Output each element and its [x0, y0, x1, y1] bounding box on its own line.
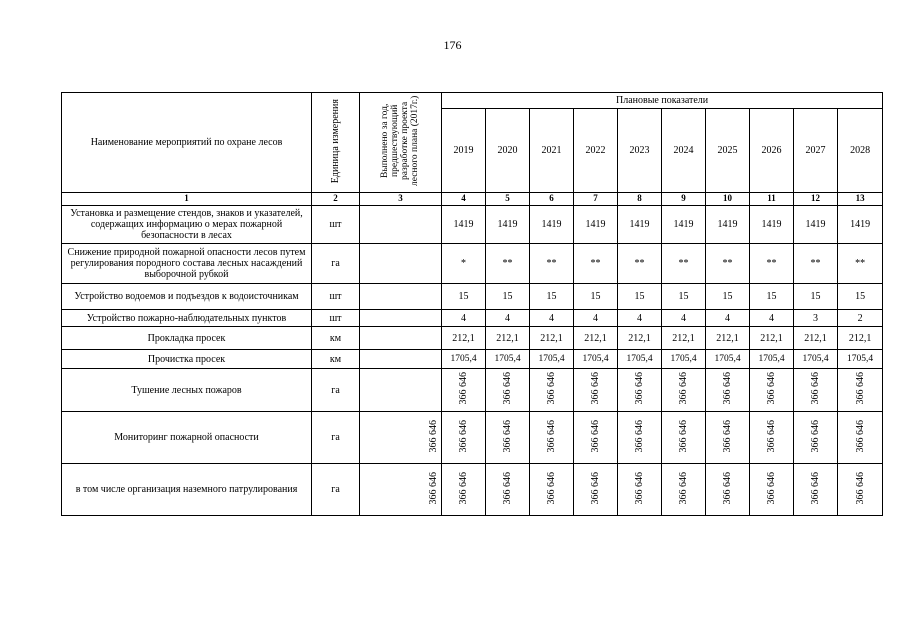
row-plan-value: 212,1	[618, 327, 662, 350]
row-plan-value: 15	[442, 284, 486, 310]
table-row	[62, 244, 883, 284]
row-plan-value: 1705,4	[442, 350, 486, 369]
column-number: 5	[486, 193, 530, 206]
table-row	[62, 369, 883, 412]
row-plan-value: **	[662, 244, 706, 284]
header-name-label: Наименование мероприятий по охране лесов	[90, 137, 283, 148]
row-plan-value: 15	[574, 284, 618, 310]
row-plan-value: 1419	[486, 206, 530, 244]
row-plan-value	[574, 412, 618, 464]
row-plan-value-text: 366 646	[590, 471, 601, 505]
row-plan-value-text: 366 646	[634, 372, 645, 405]
row-name: Тушение лесных пожаров	[62, 369, 312, 412]
row-plan-value-text: 366 646	[722, 419, 733, 453]
row-plan-value: **	[838, 244, 883, 284]
row-plan-value	[530, 464, 574, 516]
row-plan-value-text: 366 646	[502, 372, 513, 405]
row-plan-value: 1419	[706, 206, 750, 244]
row-plan-value: 212,1	[530, 327, 574, 350]
row-plan-value	[530, 412, 574, 464]
row-plan-value: 1419	[838, 206, 883, 244]
row-plan-value: 4	[750, 310, 794, 327]
row-plan-value-text: 366 646	[546, 372, 557, 405]
row-plan-value	[794, 464, 838, 516]
header-unit-label: Единица измерения	[330, 98, 341, 184]
row-name: в том числе организация наземного патрулирования	[62, 464, 312, 516]
row-name: Установка и размещение стендов, знаков и указателей, содержащих информацию о мерах пожарной безопасности в лесах	[62, 206, 312, 244]
header-year: 2019	[442, 109, 486, 193]
row-plan-value-text: 366 646	[766, 372, 777, 405]
row-plan-value-text: 366 646	[810, 471, 821, 505]
row-plan-value-text: 366 646	[502, 471, 513, 505]
page-number: 176	[443, 38, 462, 52]
row-plan-value	[662, 412, 706, 464]
row-plan-value: **	[706, 244, 750, 284]
table-row	[62, 284, 883, 310]
row-plan-value	[442, 369, 486, 412]
row-done-text: 366 646	[428, 419, 439, 453]
fire-protection-table	[61, 92, 883, 516]
row-plan-value-text: 366 646	[766, 471, 777, 505]
column-number: 12	[794, 193, 838, 206]
row-plan-value-text: 366 646	[458, 372, 469, 405]
column-number: 3	[360, 193, 442, 206]
row-plan-value: 15	[618, 284, 662, 310]
row-plan-value: 4	[618, 310, 662, 327]
row-done-value	[360, 310, 442, 327]
column-number: 4	[442, 193, 486, 206]
row-unit: га	[312, 464, 360, 516]
row-done-value	[360, 464, 442, 516]
row-plan-value	[838, 369, 883, 412]
row-plan-value: 1705,4	[794, 350, 838, 369]
row-plan-value: 15	[486, 284, 530, 310]
row-plan-value: 212,1	[574, 327, 618, 350]
row-plan-value: 1419	[442, 206, 486, 244]
row-plan-value: 1419	[618, 206, 662, 244]
row-plan-value-text: 366 646	[458, 419, 469, 453]
header-year: 2028	[838, 109, 883, 193]
row-done-value	[360, 350, 442, 369]
row-plan-value	[662, 369, 706, 412]
row-unit: шт	[312, 206, 360, 244]
row-plan-value	[662, 464, 706, 516]
column-number: 9	[662, 193, 706, 206]
header-year: 2022	[574, 109, 618, 193]
row-plan-value: 212,1	[838, 327, 883, 350]
row-plan-value: 1705,4	[706, 350, 750, 369]
row-plan-value: 4	[486, 310, 530, 327]
row-unit: га	[312, 244, 360, 284]
table-row	[62, 310, 883, 327]
row-plan-value	[750, 464, 794, 516]
row-plan-value: 4	[442, 310, 486, 327]
column-number: 1	[62, 193, 312, 206]
row-plan-value: 1705,4	[662, 350, 706, 369]
column-number: 6	[530, 193, 574, 206]
row-plan-value-text: 366 646	[854, 471, 866, 505]
row-plan-value: 212,1	[442, 327, 486, 350]
row-plan-value: 1705,4	[486, 350, 530, 369]
row-plan-value: **	[486, 244, 530, 284]
row-plan-value: 3	[794, 310, 838, 327]
row-plan-value	[794, 412, 838, 464]
row-plan-value	[442, 464, 486, 516]
row-plan-value-text: 366 646	[502, 419, 513, 453]
row-plan-value: 15	[750, 284, 794, 310]
row-plan-value	[794, 369, 838, 412]
row-plan-value: 15	[706, 284, 750, 310]
row-plan-value	[706, 369, 750, 412]
row-plan-value: 212,1	[794, 327, 838, 350]
row-plan-value: 1705,4	[530, 350, 574, 369]
row-plan-value	[486, 412, 530, 464]
row-unit: шт	[312, 284, 360, 310]
row-unit: га	[312, 412, 360, 464]
row-plan-value-text: 366 646	[722, 372, 733, 405]
row-plan-value: 1419	[574, 206, 618, 244]
row-plan-value-text: 366 646	[590, 419, 601, 453]
row-plan-value-text: 366 646	[722, 471, 733, 505]
row-plan-value: 4	[706, 310, 750, 327]
table-body	[62, 206, 883, 516]
header-year: 2020	[486, 109, 530, 193]
row-plan-value: 1419	[794, 206, 838, 244]
row-unit: км	[312, 327, 360, 350]
column-number: 13	[838, 193, 883, 206]
row-plan-value: 4	[530, 310, 574, 327]
column-number: 10	[706, 193, 750, 206]
row-plan-value	[486, 369, 530, 412]
row-plan-value: 1705,4	[838, 350, 883, 369]
row-done-value	[360, 244, 442, 284]
row-name: Прокладка просек	[62, 327, 312, 350]
row-name: Устройство пожарно-наблюдательных пунктов	[62, 310, 312, 327]
table-row	[62, 412, 883, 464]
header-plan-group: Плановые показатели	[442, 93, 883, 109]
row-plan-value: 4	[574, 310, 618, 327]
row-plan-value: **	[530, 244, 574, 284]
row-plan-value	[706, 464, 750, 516]
row-plan-value: 1419	[662, 206, 706, 244]
row-plan-value: 2	[838, 310, 883, 327]
row-plan-value	[750, 412, 794, 464]
row-plan-value-text: 366 646	[810, 419, 821, 453]
row-plan-value: **	[574, 244, 618, 284]
row-plan-value	[750, 369, 794, 412]
row-plan-value-text: 366 646	[810, 372, 821, 405]
row-plan-value	[574, 369, 618, 412]
row-plan-value: 15	[530, 284, 574, 310]
row-plan-value-text: 366 646	[678, 471, 689, 505]
row-unit: шт	[312, 310, 360, 327]
row-plan-value: 4	[662, 310, 706, 327]
header-year: 2026	[750, 109, 794, 193]
table-row	[62, 206, 883, 244]
row-plan-value: 1705,4	[574, 350, 618, 369]
row-done-value	[360, 206, 442, 244]
row-plan-value: 212,1	[486, 327, 530, 350]
row-plan-value	[618, 369, 662, 412]
row-done-value	[360, 412, 442, 464]
row-plan-value	[574, 464, 618, 516]
row-plan-value: 212,1	[662, 327, 706, 350]
row-plan-value: 1419	[530, 206, 574, 244]
row-plan-value: 1419	[750, 206, 794, 244]
row-plan-value-text: 366 646	[458, 471, 469, 505]
row-name: Устройство водоемов и подъездов к водоисточникам	[62, 284, 312, 310]
row-plan-value: 15	[838, 284, 883, 310]
header-year: 2024	[662, 109, 706, 193]
row-plan-value-text: 366 646	[854, 419, 866, 453]
row-plan-value-text: 366 646	[546, 471, 557, 505]
column-number: 7	[574, 193, 618, 206]
row-plan-value	[486, 464, 530, 516]
row-name: Снижение природной пожарной опасности лесов путем регулирования породного состава лесных насаждений выборочной рубкой	[62, 244, 312, 284]
row-plan-value	[706, 412, 750, 464]
header-year: 2025	[706, 109, 750, 193]
table-row	[62, 327, 883, 350]
row-plan-value: 1705,4	[618, 350, 662, 369]
row-plan-value	[618, 464, 662, 516]
row-plan-value: 1705,4	[750, 350, 794, 369]
row-plan-value: *	[442, 244, 486, 284]
row-plan-value-text: 366 646	[590, 372, 601, 405]
row-plan-value-text: 366 646	[546, 419, 557, 453]
row-plan-value	[838, 412, 883, 464]
row-plan-value: 212,1	[750, 327, 794, 350]
row-plan-value-text: 366 646	[678, 419, 689, 453]
column-number: 11	[750, 193, 794, 206]
row-plan-value	[838, 464, 883, 516]
row-plan-value	[530, 369, 574, 412]
row-done-value	[360, 369, 442, 412]
row-plan-value: **	[618, 244, 662, 284]
row-plan-value-text: 366 646	[634, 471, 645, 505]
row-plan-value	[618, 412, 662, 464]
column-numbers-row	[62, 193, 883, 206]
header-done-column	[360, 93, 442, 193]
row-done-value	[360, 327, 442, 350]
header-year: 2021	[530, 109, 574, 193]
header-year: 2023	[618, 109, 662, 193]
row-plan-value: 15	[662, 284, 706, 310]
row-unit: га	[312, 369, 360, 412]
row-plan-value-text: 366 646	[766, 419, 777, 453]
row-done-value	[360, 284, 442, 310]
row-plan-value: 15	[794, 284, 838, 310]
row-done-text: 366 646	[428, 471, 439, 505]
row-plan-value-text: 366 646	[634, 419, 645, 453]
row-plan-value: 212,1	[706, 327, 750, 350]
row-plan-value-text: 366 646	[678, 372, 689, 405]
table-row	[62, 350, 883, 369]
header-unit-column	[312, 93, 360, 193]
row-name: Мониторинг пожарной опасности	[62, 412, 312, 464]
column-number: 8	[618, 193, 662, 206]
row-plan-value: **	[750, 244, 794, 284]
column-number: 2	[312, 193, 360, 206]
row-plan-value	[442, 412, 486, 464]
row-plan-value: **	[794, 244, 838, 284]
header-done-label: Выполнено за год, предшествующий разработке проекта лесного плана (2017г.)	[379, 95, 420, 187]
row-plan-value-text: 366 646	[854, 372, 866, 405]
table-row	[62, 464, 883, 516]
header-year: 2027	[794, 109, 838, 193]
header-name-column	[62, 93, 312, 193]
row-unit: км	[312, 350, 360, 369]
row-name: Прочистка просек	[62, 350, 312, 369]
